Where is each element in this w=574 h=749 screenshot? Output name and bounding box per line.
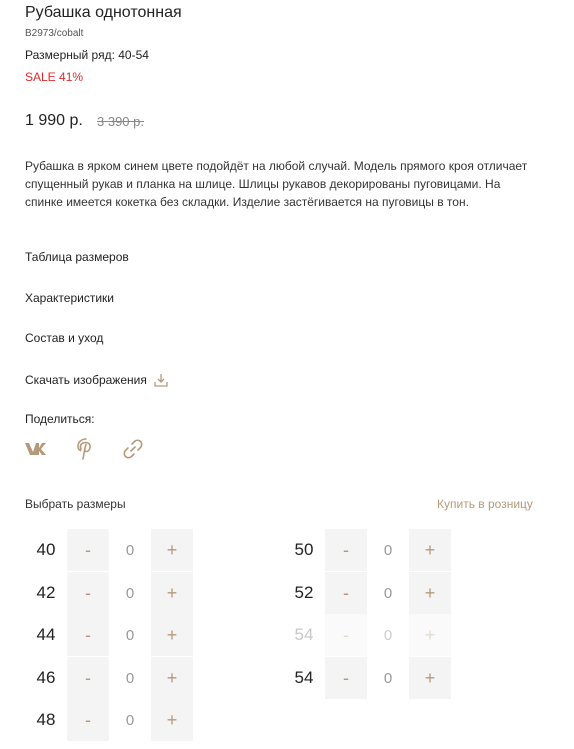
- size-value: 48: [36, 710, 56, 729]
- increase-quantity-button[interactable]: +: [409, 529, 451, 571]
- size-value: 46: [36, 668, 56, 687]
- decrease-quantity-button[interactable]: -: [67, 614, 109, 656]
- download-images-label: Скачать изображения: [25, 373, 147, 387]
- size-value: 50: [294, 540, 314, 559]
- size-row: [283, 614, 451, 656]
- download-images-link[interactable]: [25, 372, 169, 388]
- product-title: Рубашка однотонная: [25, 4, 182, 21]
- size-row: [25, 529, 193, 571]
- quantity-value: 0: [125, 669, 135, 687]
- size-row: [25, 657, 193, 699]
- decrease-quantity-button[interactable]: -: [67, 657, 109, 699]
- increase-quantity-button[interactable]: +: [409, 614, 451, 656]
- size-table-link[interactable]: Таблица размеров: [25, 250, 129, 264]
- decrease-quantity-button[interactable]: -: [67, 529, 109, 571]
- share-label: Поделиться:: [25, 412, 95, 426]
- size-row: [25, 614, 193, 656]
- quantity-value: 0: [383, 584, 393, 602]
- pinterest-icon[interactable]: [72, 436, 100, 462]
- size-value: 40: [36, 540, 56, 559]
- quantity-value: 0: [125, 626, 135, 644]
- link-icon[interactable]: [119, 436, 147, 462]
- increase-quantity-button[interactable]: +: [151, 572, 193, 614]
- choose-sizes-label: Выбрать размеры: [25, 497, 126, 511]
- increase-quantity-button[interactable]: +: [151, 657, 193, 699]
- old-price: 3 390 р.: [97, 114, 144, 129]
- size-value: 42: [36, 583, 56, 602]
- product-description: Рубашка в ярком синем цвете подойдёт на любой случай. Модель прямого кроя отличает спущенный рукав и планка на шлице. Шлицы рукавов декорированы пуговицами. На спинке имеется кокетка без складки. Изделие застёгивается на пуговицы в тон.: [25, 159, 528, 209]
- size-value: 52: [294, 583, 314, 602]
- increase-quantity-button[interactable]: +: [151, 614, 193, 656]
- size-row: [283, 572, 451, 614]
- size-range: Размерный ряд: 40-54: [25, 48, 149, 62]
- download-icon: [153, 372, 169, 388]
- decrease-quantity-button[interactable]: -: [325, 614, 367, 656]
- decrease-quantity-button[interactable]: -: [325, 572, 367, 614]
- decrease-quantity-button[interactable]: -: [67, 699, 109, 741]
- product-sku: B2973/cobalt: [25, 28, 84, 39]
- size-row: [283, 657, 451, 699]
- vk-icon[interactable]: [24, 436, 52, 462]
- decrease-quantity-button[interactable]: -: [325, 657, 367, 699]
- current-price: 1 990 р.: [25, 112, 83, 129]
- size-row: [25, 572, 193, 614]
- increase-quantity-button[interactable]: +: [409, 657, 451, 699]
- sale-badge: SALE 41%: [25, 70, 84, 84]
- size-value: 54: [294, 625, 314, 644]
- quantity-value: 0: [125, 541, 135, 559]
- decrease-quantity-button[interactable]: -: [67, 572, 109, 614]
- quantity-value: 0: [383, 669, 393, 687]
- size-value: 54: [294, 668, 314, 687]
- quantity-value: 0: [125, 584, 135, 602]
- size-value: 44: [36, 625, 56, 644]
- composition-care-link[interactable]: Состав и уход: [25, 331, 104, 345]
- decrease-quantity-button[interactable]: -: [325, 529, 367, 571]
- increase-quantity-button[interactable]: +: [409, 572, 451, 614]
- characteristics-link[interactable]: Характеристики: [25, 291, 114, 305]
- quantity-value: 0: [125, 711, 135, 729]
- increase-quantity-button[interactable]: +: [151, 699, 193, 741]
- buy-retail-link[interactable]: Купить в розницу: [437, 497, 533, 511]
- quantity-value: 0: [383, 541, 393, 559]
- quantity-value: 0: [383, 626, 393, 644]
- size-row: [25, 699, 193, 741]
- increase-quantity-button[interactable]: +: [151, 529, 193, 571]
- size-row: [283, 529, 451, 571]
